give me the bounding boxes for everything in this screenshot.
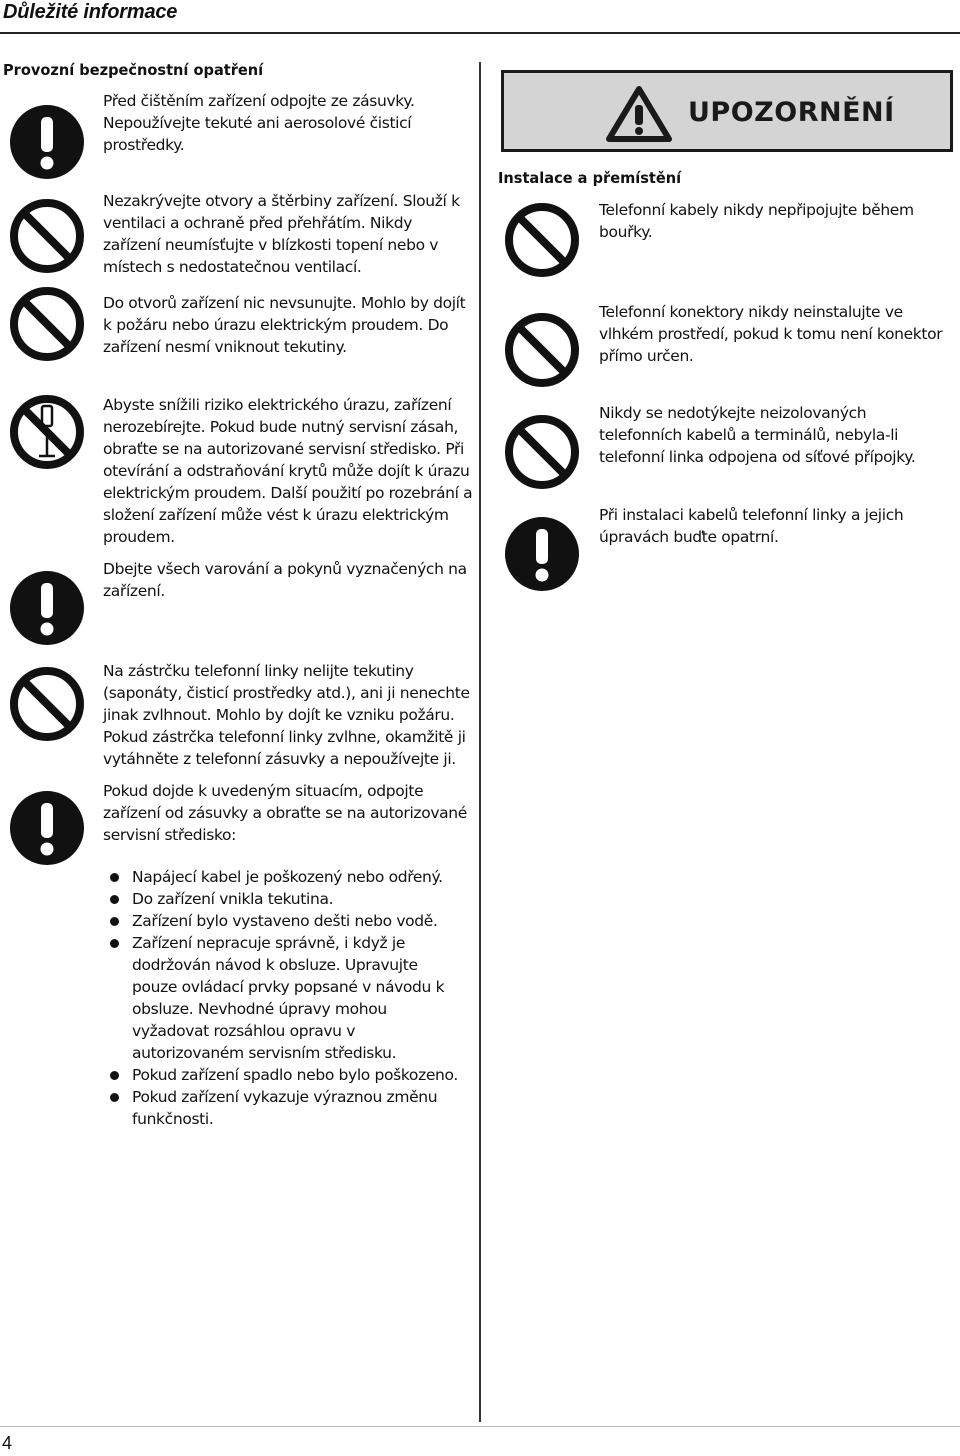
section-heading-installation: Instalace a přemístění (498, 169, 682, 187)
paragraph-storm: Telefonní kabely nikdy nepřipojujte během bouřky. (599, 201, 914, 241)
paragraph-service-conditions: Pokud dojde k uvedeným situacím, odpojte zařízení od zásuvky a obraťte se na autorizované servisní středisko: (103, 782, 467, 844)
page-number: 4 (2, 1433, 13, 1453)
paragraph-openings: Do otvorů zařízení nic nevsunujte. Mohlo by dojít k požáru nebo úrazu elektrickým proudem. Do zařízení nesmí vniknout tekutiny. (103, 294, 466, 356)
bullet-icon (110, 1093, 119, 1102)
prohibition-icon (9, 286, 85, 362)
mandatory-action-icon (504, 516, 580, 592)
list-item: Napájecí kabel je poškozený nebo odřený. (104, 866, 464, 888)
mandatory-action-icon (9, 790, 85, 866)
paragraph-ventilation: Nezakrývejte otvory a štěrbiny zařízení. Slouží k ventilaci a ochraně před přehřátím. Nikdy zařízení neumísťujte v blízkosti topení nebo v místech s nedostatečnou ventilací. (103, 192, 460, 276)
caution-banner (501, 70, 953, 152)
list-item: Do zařízení vnikla tekutina. (104, 888, 464, 910)
paragraph-careful-install: Při instalaci kabelů telefonní linky a jejich úpravách buďte opatrní. (599, 506, 904, 546)
list-item: Pokud zařízení spadlo nebo bylo poškozeno. (104, 1064, 464, 1086)
paragraph-humid-connectors: Telefonní konektory nikdy neinstalujte ve vlhkém prostředí, pokud k tomu není konektor přímo určen. (599, 303, 943, 365)
prohibition-icon (504, 312, 580, 388)
bullet-icon (110, 1071, 119, 1080)
paragraph-liquids-plug: Na zástrčku telefonní linky nelijte tekutiny (saponáty, čisticí prostředky atd.), ani ji nenechte jinak zvlhnout. Mohlo by dojít ke vzniku požáru. Pokud zástrčka telefonní linky zvlhne, okamžitě ji vytáhněte z telefonní zásuvky a nepoužívejte ji. (103, 662, 470, 768)
paragraph-cleaning: Před čištěním zařízení odpojte ze zásuvky. Nepoužívejte tekuté ani aerosolové čisticí prostředky. (103, 92, 415, 154)
header-divider (0, 32, 960, 34)
mandatory-action-icon (9, 570, 85, 646)
mandatory-action-icon (9, 104, 85, 180)
paragraph-warnings: Dbejte všech varování a pokynů vyznačených na zařízení. (103, 560, 467, 600)
caution-label: UPOZORNĚNÍ (688, 97, 895, 128)
prohibition-icon (9, 198, 85, 274)
page-title: Důležité informace (3, 1, 178, 23)
bullet-icon (110, 873, 119, 882)
prohibition-icon (504, 202, 580, 278)
column-divider (479, 62, 481, 1422)
do-not-disassemble-icon (9, 394, 85, 470)
prohibition-icon (504, 414, 580, 490)
footer-divider (0, 1426, 960, 1427)
bullet-icon (110, 895, 119, 904)
paragraph-disassembly: Abyste snížili riziko elektrického úrazu, zařízení nerozebírejte. Pokud bude nutný servisní zásah, obraťte se na autorizované servisní středisko. Při otevírání a odstraňování krytů může dojít k úrazu elektrickým proudem. Další použití po rozebrání a složení zařízení může vést k úrazu elektrickým proudem. (103, 396, 473, 546)
list-item: Zařízení nepracuje správně, i když je dodržován návod k obsluze. Upravujte pouze ovládací prvky popsané v návodu k obsluze. Nevhodné úpravy mohou vyžadovat rozsáhlou opravu v autorizovaném servisním středisku. (104, 932, 464, 1064)
bullet-icon (110, 939, 119, 948)
page-header (0, 0, 960, 36)
bullet-icon (110, 917, 119, 926)
list-item: Zařízení bylo vystaveno dešti nebo vodě. (104, 910, 464, 932)
prohibition-icon (9, 666, 85, 742)
paragraph-uninsulated-cables: Nikdy se nedotýkejte neizolovaných telefonních kabelů a terminálů, nebyla-li telefonní linka odpojena od síťové přípojky. (599, 404, 916, 466)
service-conditions-list (104, 866, 464, 1130)
section-heading-operation-safety: Provozní bezpečnostní opatření (3, 61, 264, 79)
warning-triangle-icon (605, 85, 673, 143)
list-item: Pokud zařízení vykazuje výraznou změnu funkčnosti. (104, 1086, 464, 1130)
